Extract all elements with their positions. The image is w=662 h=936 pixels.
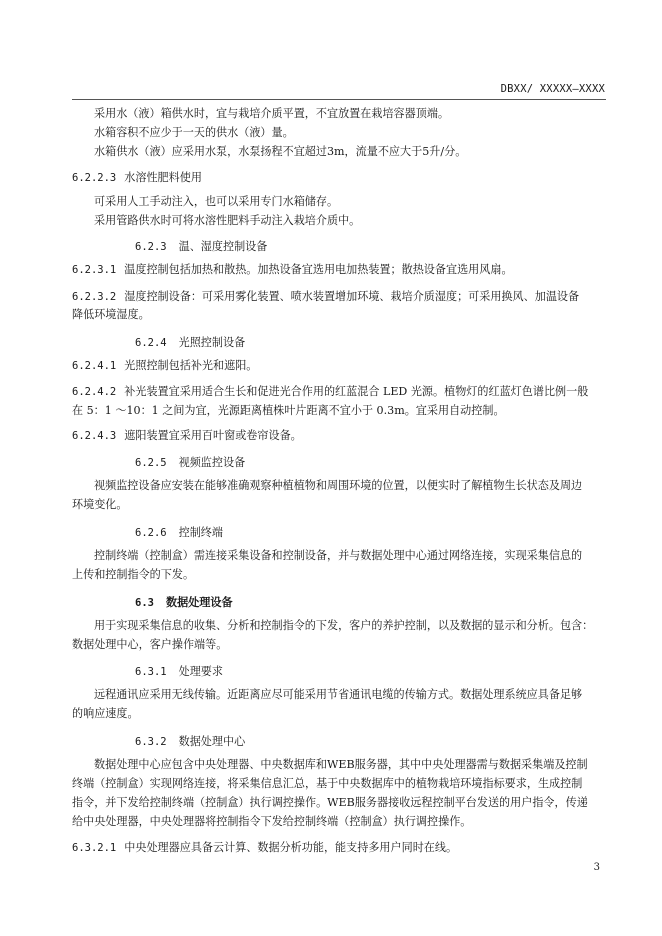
clause-text: 光照控制包括补光和遮阳。 xyxy=(124,359,258,372)
heading-title: 处理要求 xyxy=(178,665,223,678)
page-number: 3 xyxy=(593,862,600,873)
body-line: 给中央处理器，中央处理器将控制指令下发给控制终端（控制盒）执行调控操作。 xyxy=(72,815,472,828)
body-line: 环境变化。 xyxy=(72,498,128,511)
clause-title: 水溶性肥料使用 xyxy=(124,171,202,184)
heading-title: 温、湿度控制设备 xyxy=(178,240,268,253)
clause-6-2-3-1 xyxy=(72,263,513,277)
clause-6-2-3-2 xyxy=(72,290,579,304)
body-line: 可采用人工手动注入，也可以采用专门水箱储存。 xyxy=(94,195,339,208)
clause-number: 6.2.2.3 xyxy=(72,172,117,184)
body-line: 终端（控制盒）实现网络连接，将采集信息汇总，基于中央数据库中的植物栽培环境指标要求，生成控制 xyxy=(72,777,583,790)
clause-6-2-4-2 xyxy=(72,385,588,399)
body-line: 用于实现采集信息的收集、分析和控制指令的下发，客户的养护控制，以及数据的显示和分析。包含： xyxy=(94,619,594,632)
clause-text: 中央处理器应具备云计算、数据分析功能，能支持多用户同时在线。 xyxy=(124,841,458,854)
clause-6-2-2-3 xyxy=(72,171,202,185)
heading-6-2-6 xyxy=(135,524,223,540)
body-line: 在 5：1 ～10：1 之间为宜，光源距离植株叶片距离不宜小于 0.3m。宜采用自动控制。 xyxy=(72,404,505,417)
body-line: 数据处理中心，客户操作端等。 xyxy=(72,638,228,651)
heading-6-2-4 xyxy=(135,334,245,350)
clause-number: 6.3.2.1 xyxy=(72,842,117,854)
body-line: 采用管路供水时可将水溶性肥料手动注入栽培介质中。 xyxy=(94,214,361,227)
heading-title: 控制终端 xyxy=(178,526,223,539)
body-line: 水箱供水（液）应采用水泵，水泵扬程不宜超过3m，流量不应大于5升/分。 xyxy=(94,145,467,158)
clause-text: 遮阳装置宜采用百叶窗或卷帘设备。 xyxy=(124,429,302,442)
heading-number: 6.2.6 xyxy=(135,527,167,539)
clause-number: 6.2.4.3 xyxy=(72,430,117,442)
body-line: 上传和控制指令的下发。 xyxy=(72,568,195,581)
body-line: 指令，并下发给控制终端（控制盒）执行调控操作。WEB服务器接收远程控制平台发送的用户指令，传递 xyxy=(72,796,588,809)
body-line: 控制终端（控制盒）需连接采集设备和控制设备，并与数据处理中心通过网络连接，实现采集信息的 xyxy=(94,549,583,562)
heading-number: 6.2.3 xyxy=(135,241,167,253)
body-line: 降低环境湿度。 xyxy=(72,308,150,321)
heading-6-3-1 xyxy=(135,663,223,679)
heading-title: 数据处理设备 xyxy=(165,596,233,609)
body-line: 远程通讯应采用无线传输。近距离应尽可能采用节省通讯电缆的传输方式。数据处理系统应具备足够 xyxy=(94,688,583,701)
body-line: 的响应速度。 xyxy=(72,707,139,720)
heading-6-3-2 xyxy=(135,733,245,749)
heading-number: 6.3.1 xyxy=(135,666,167,678)
heading-number: 6.2.4 xyxy=(135,337,167,349)
heading-title: 光照控制设备 xyxy=(178,336,246,349)
body-line: 水箱容积不应少于一天的供水（液）量。 xyxy=(94,126,294,139)
body-line: 视频监控设备应安装在能够准确观察种植植物和周围环境的位置，以便实时了解植物生长状态及周边 xyxy=(94,479,583,492)
clause-text: 补光装置宜采用适合生长和促进光合作用的红蓝混合 LED 光源。植物灯的红蓝灯色谱比例一般 xyxy=(124,385,589,398)
clause-6-2-4-3 xyxy=(72,429,302,443)
heading-title: 数据处理中心 xyxy=(178,735,246,748)
heading-title: 视频监控设备 xyxy=(178,456,246,469)
heading-number: 6.3 xyxy=(135,597,154,609)
header-divider xyxy=(72,99,606,100)
body-line: 数据处理中心应包含中央处理器、中央数据库和WEB服务器，其中中央处理器需与数据采集端及控制 xyxy=(94,758,588,771)
clause-6-3-2-1 xyxy=(72,841,457,855)
clause-6-2-4-1 xyxy=(72,359,257,373)
clause-text: 温度控制包括加热和散热。加热设备宜选用电加热装置；散热设备宜选用风扇。 xyxy=(124,263,513,276)
clause-text: 湿度控制设备：可采用雾化装置、喷水装置增加环境、栽培介质湿度；可采用换风、加温设备 xyxy=(124,290,580,303)
heading-6-2-3 xyxy=(135,238,267,254)
heading-6-3 xyxy=(135,594,233,610)
heading-number: 6.3.2 xyxy=(135,736,167,748)
clause-number: 6.2.4.2 xyxy=(72,386,117,398)
body-line: 采用水（液）箱供水时，宜与栽培介质平置，不宜放置在栽培容器顶端。 xyxy=(94,107,450,120)
heading-6-2-5 xyxy=(135,454,245,470)
clause-number: 6.2.3.2 xyxy=(72,291,117,303)
heading-number: 6.2.5 xyxy=(135,457,167,469)
clause-number: 6.2.4.1 xyxy=(72,360,117,372)
document-code: DBXX/ XXXXX—XXXX xyxy=(500,83,605,95)
clause-number: 6.2.3.1 xyxy=(72,264,117,276)
